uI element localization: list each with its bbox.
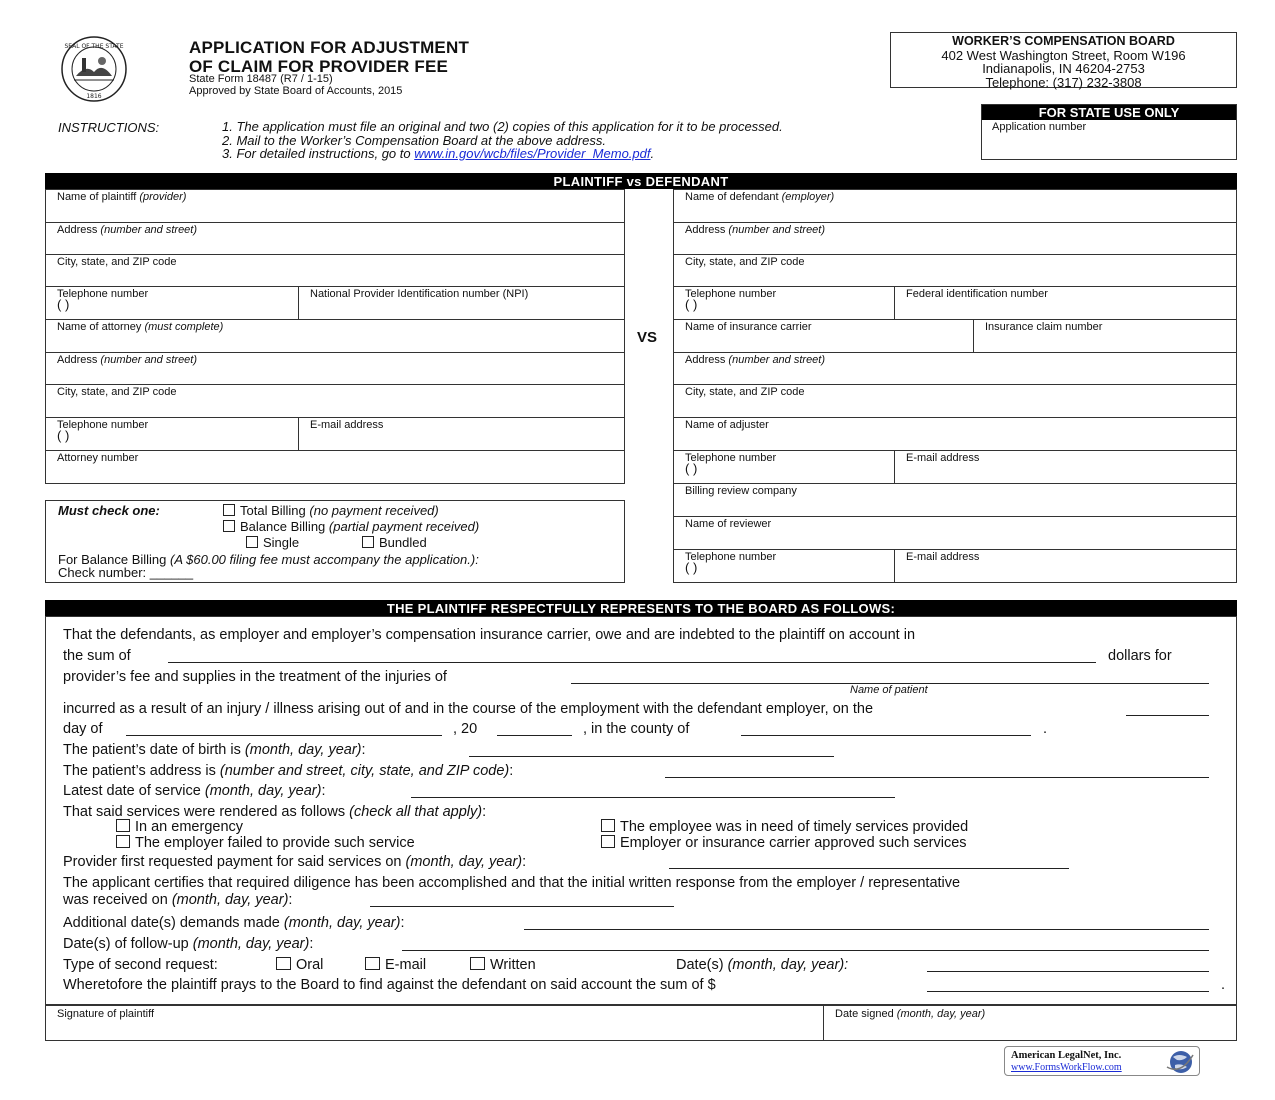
instructions-list — [222, 120, 783, 161]
bundled-checkbox[interactable] — [362, 536, 374, 548]
wherefore-label: Wheretofore the plaintiff prays to the Board to find against the defendant on said account the sum of $ — [63, 977, 716, 993]
instruction-2: 2. Mail to the Worker’s Compensation Board at the above address. — [222, 132, 606, 148]
statement-body — [45, 616, 1237, 1005]
first-request-label: Provider first requested payment for said services on (month, day, year): — [63, 854, 527, 870]
defendant-name-field[interactable]: Name of defendant (employer) — [673, 189, 1237, 223]
state-use-box — [981, 104, 1237, 160]
adjuster-phone-field[interactable]: Telephone number ( ) — [673, 450, 895, 484]
total-billing-checkbox[interactable] — [223, 504, 235, 516]
rendered-label: That said services were rendered as follows (check all that apply): — [63, 804, 487, 820]
state-seal-image — [60, 36, 160, 102]
reviewer-phone-field[interactable]: Telephone number ( ) — [673, 549, 895, 583]
approved-services-checkbox[interactable] — [601, 835, 615, 848]
plaintiff-name-field[interactable]: Name of plaintiff (provider) — [45, 189, 625, 223]
emergency-option[interactable]: In an emergency — [116, 819, 243, 835]
single-option[interactable]: Single — [246, 535, 299, 550]
application-number-field[interactable]: Application number — [992, 121, 1087, 133]
balance-billing-option[interactable]: Balance Billing (partial payment received) — [223, 519, 479, 534]
county-period: . — [1043, 721, 1048, 737]
attorney-number-field[interactable]: Attorney number — [45, 450, 625, 484]
defendant-phone-field[interactable]: Telephone number ( ) — [673, 286, 895, 320]
approval-note: Approved by State Board of Accounts, 2015 — [189, 85, 403, 97]
carrier-address-field[interactable]: Address (number and street) — [673, 352, 1237, 385]
written-option[interactable]: Written — [470, 957, 536, 973]
title-line-2: OF CLAIM FOR PROVIDER FEE — [189, 57, 449, 76]
plaintiff-address-field[interactable]: Address (number and street) — [45, 222, 625, 255]
svg-text:SEAL OF THE STATE: SEAL OF THE STATE — [64, 43, 124, 50]
defendant-city-field[interactable]: City, state, and ZIP code — [673, 254, 1237, 287]
injuries-of-label: provider’s fee and supplies in the treatment of the injuries of — [63, 669, 447, 685]
date-signed-field[interactable]: Date signed (month, day, year) — [823, 1005, 1237, 1041]
service-date-line[interactable] — [411, 797, 895, 798]
follow-up-line[interactable] — [402, 950, 1209, 951]
svg-text:1816: 1816 — [86, 93, 102, 100]
patient-address-line[interactable] — [665, 777, 1209, 778]
title-line-1: APPLICATION FOR ADJUSTMENT — [189, 38, 470, 57]
plaintiff-phone-field[interactable]: Telephone number ( ) — [45, 286, 299, 320]
form-title — [189, 38, 469, 76]
board-address-1: 402 West Washington Street, Room W196 — [941, 47, 1186, 63]
attorney-email-field[interactable]: E-mail address — [298, 417, 625, 451]
plaintiff-city-field[interactable]: City, state, and ZIP code — [45, 254, 625, 287]
employer-failed-checkbox[interactable] — [116, 835, 130, 848]
statement-line-4: incurred as a result of an injury / illness arising out of and in the course of the employment with the defendant employer, on the — [63, 701, 874, 717]
vs-label: VS — [637, 329, 658, 346]
second-request-label: Type of second request: — [63, 957, 218, 973]
day-of-label: day of — [63, 721, 103, 737]
attorney-address-field[interactable]: Address (number and street) — [45, 352, 625, 385]
service-date-label: Latest date of service (month, day, year): — [63, 783, 326, 799]
patient-name-caption: Name of patient — [850, 684, 928, 696]
board-address-box — [890, 32, 1237, 88]
plaintiff-signature-field[interactable]: Signature of plaintiff — [45, 1005, 824, 1041]
instructions-link[interactable]: www.in.gov/wcb/files/Provider_Memo.pdf — [414, 146, 651, 161]
follow-up-label: Date(s) of follow-up (month, day, year): — [63, 936, 314, 952]
day-number-line[interactable] — [1126, 715, 1209, 716]
single-checkbox[interactable] — [246, 536, 258, 548]
second-request-dates-label: Date(s) (month, day, year): — [676, 957, 849, 973]
balance-billing-checkbox[interactable] — [223, 520, 235, 532]
additional-demands-label: Additional date(s) demands made (month, day, year): — [63, 915, 405, 931]
sum-label: the sum of — [63, 648, 131, 664]
county-label: , in the county of — [583, 721, 690, 737]
emergency-checkbox[interactable] — [116, 819, 130, 832]
adjuster-email-field[interactable]: E-mail address — [894, 450, 1237, 484]
employer-failed-option[interactable]: The employer failed to provide such service — [116, 835, 415, 851]
billing-type-box — [45, 500, 625, 583]
dob-label: The patient’s date of birth is (month, day, year): — [63, 742, 366, 758]
year-line[interactable] — [497, 735, 572, 736]
total-billing-option[interactable]: Total Billing (no payment received) — [223, 503, 439, 518]
attorney-phone-field[interactable]: Telephone number ( ) — [45, 417, 299, 451]
oral-checkbox[interactable] — [276, 957, 291, 970]
billing-review-field[interactable]: Billing review company — [673, 483, 1237, 517]
american-legalnet-badge — [1004, 1046, 1200, 1076]
federal-id-field[interactable]: Federal identification number — [894, 286, 1237, 320]
instructions-heading: INSTRUCTIONS: — [58, 120, 160, 135]
board-phone: Telephone: (317) 232-3808 — [985, 74, 1142, 90]
reviewer-email-field[interactable]: E-mail address — [894, 549, 1237, 583]
received-line[interactable] — [370, 906, 674, 907]
diligence-label: The applicant certifies that required diligence has been accomplished and that the initial written response from the employer / representative — [63, 875, 961, 891]
insurance-claim-field[interactable]: Insurance claim number — [973, 319, 1237, 353]
received-label: was received on (month, day, year): — [63, 892, 293, 908]
form-number: State Form 18487 (R7 / 1-15) — [189, 73, 333, 85]
board-address-2: Indianapolis, IN 46204-2753 — [982, 61, 1145, 76]
carrier-city-field[interactable]: City, state, and ZIP code — [673, 384, 1237, 418]
sum-input-line[interactable] — [168, 662, 1096, 663]
insurance-carrier-field[interactable]: Name of insurance carrier — [673, 319, 974, 353]
patient-address-label: The patient’s address is (number and street, city, state, and ZIP code): — [63, 763, 514, 779]
check-number-field[interactable]: Check number: ______ — [58, 565, 194, 580]
attorney-name-field[interactable]: Name of attorney (must complete) — [45, 319, 625, 353]
timely-services-option[interactable]: The employee was in need of timely services provided — [601, 819, 968, 835]
statement-line-1: That the defendants, as employer and employer’s compensation insurance carrier, owe and are indebted to the plaintiff on account in — [63, 627, 916, 643]
email-checkbox[interactable] — [365, 957, 380, 970]
instruction-1: 1. The application must file an original and two (2) copies of this application for it to be processed. — [222, 119, 783, 134]
first-request-line[interactable] — [669, 868, 1069, 869]
bundled-option[interactable]: Bundled — [362, 535, 427, 550]
dob-line[interactable] — [469, 756, 834, 757]
section-bar-plaintiff-vs-defendant: PLAINTIFF vs DEFENDANT — [45, 173, 1237, 189]
globe-icon — [1165, 1049, 1195, 1075]
email-option[interactable]: E-mail — [365, 957, 426, 973]
timely-services-checkbox[interactable] — [601, 819, 615, 832]
instruction-3: 3. For detailed instructions, go to www.in.gov/wcb/files/Provider_Memo.pdf. — [222, 146, 655, 161]
must-check-label: Must check one: — [58, 503, 160, 518]
prayer-sum-period: . — [1221, 977, 1226, 993]
dollars-for-label: dollars for — [1108, 648, 1172, 664]
reviewer-name-field[interactable]: Name of reviewer — [673, 516, 1237, 550]
section-bar-representations: THE PLAINTIFF RESPECTFULLY REPRESENTS TO THE BOARD AS FOLLOWS: — [45, 600, 1237, 616]
approved-services-option[interactable]: Employer or insurance carrier approved such services — [601, 835, 967, 851]
county-line[interactable] — [741, 735, 1031, 736]
prayer-sum-line[interactable] — [927, 991, 1209, 992]
attorney-city-field[interactable]: City, state, and ZIP code — [45, 384, 625, 418]
state-use-header: FOR STATE USE ONLY — [982, 105, 1236, 120]
formsworkflow-link[interactable]: www.FormsWorkFlow.com — [1011, 1062, 1122, 1073]
additional-demands-line[interactable] — [524, 929, 1209, 930]
written-checkbox[interactable] — [470, 957, 485, 970]
month-line[interactable] — [126, 735, 442, 736]
board-name: WORKER’S COMPENSATION BOARD — [952, 34, 1175, 48]
defendant-address-field[interactable]: Address (number and street) — [673, 222, 1237, 255]
second-request-dates-line[interactable] — [927, 971, 1209, 972]
balance-fee-note: For Balance Billing (A $60.00 filing fee must accompany the application.): — [58, 552, 479, 567]
oral-option[interactable]: Oral — [276, 957, 323, 973]
year-prefix-label: , 20 — [453, 721, 478, 737]
adjuster-name-field[interactable]: Name of adjuster — [673, 417, 1237, 451]
legalnet-name: American LegalNet, Inc. — [1011, 1050, 1122, 1061]
plaintiff-npi-field[interactable]: National Provider Identification number (NPI) — [298, 286, 625, 320]
